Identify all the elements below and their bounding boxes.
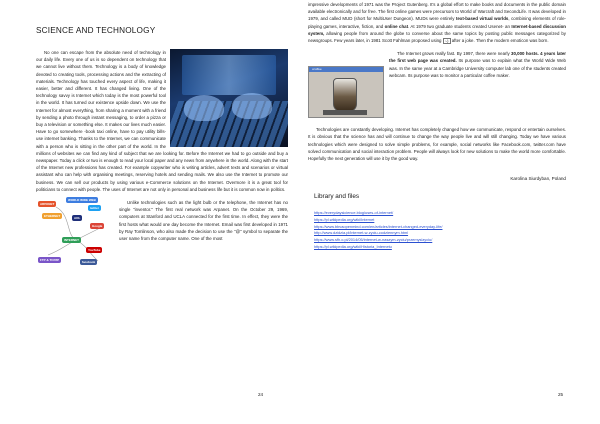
library-link[interactable]: https://www.sfh.o.pl/2014/05/internet-w-naszym-zyciu/przemyslzyciu/	[314, 237, 433, 243]
photo-screen	[182, 55, 276, 95]
diagram-node-google: Google	[92, 224, 103, 229]
library-link[interactable]: https://everydaysicience.blog/uses-of-internet/	[314, 210, 394, 216]
dev-text-2: , combining elements of role-playing games, interactive, fiction, and	[308, 16, 566, 29]
diagram-node-youtube: YouTube	[88, 248, 101, 253]
coffee-webcam-image	[308, 66, 384, 118]
photo-hand-left	[184, 95, 224, 121]
library-link[interactable]: https://pl.wikipedia.org/wiki/Historia_Internetu	[314, 243, 392, 249]
diagram-node-www: WORLD WIDE WEB	[68, 198, 96, 203]
page-number-right: 25	[558, 392, 564, 397]
diagram-node-facebook: facebook	[82, 260, 96, 265]
library-link[interactable]: http://www.dzidzia.pl/internet-w-zyciu-codziennym.html	[314, 230, 409, 236]
history-paragraph: Unlike technologies such as the light bulb or the telephone, the Internet has no single "inventor." The first real network was Arpanet. On the October 29, 1969, computers at Stanford and UCLA connected for the first time. In effect, they were the first hosts what would one day become the Internet. Email was first developed in 1971 by Ray Tomlinson, who also made the decision to use the "@" symbol to separate the user name from the computer name. One of the most	[119, 200, 288, 242]
intro-paragraph: No one can escape from the absolute need of technology in our daily life. Every one of us is so dependent on technology that we cannot live without them. Technology is a body of knowledge devoted to creating tools, processing actions and the extracting of materials. Technology has touched every aspect of life, making it easier, better and different. It has changed living. One of the technology savvy is Internet which today is the most powerful tool in the world. It has turned our existence upside down. We use the Internet for almost everything, from sharing a moment with a friend by sending a photo through instant messaging, to order a pizza or buy a television or something else. It makes our lives much easier. Have to go somewhere -book taxi online, have to pay utility bills- use internet banking. Thanks to the Internet, we can communicate with a person who is sitting in the other part of the world. In the millions of websites we can find any kind of subject that we are looking for. Before the Internet we had to go outside and buy a newspaper. Today a click or two is enough to read your local paper and any news from anywhere in the world. Along with the start of the Internet new professions has created. For example copywriter who is writing articles, advert texts and scenarios or virtual assistant who can help with organising meetings, reserving hotels and sending mails. We also use the Internet to promote our business. We can sell our products by using various e-Commerce solutions on the Internet. Overmore it is a great tool for politicians to connect with people. The uses of Internet are not only in personal and business life but it is common now in politics.	[36, 50, 288, 192]
diagram-node-arpanet: ARPANET	[40, 202, 55, 207]
library-links	[308, 210, 566, 250]
conclusion-paragraph: Technologies are constantly developing. Internet has completely changed how we communicate, respond or entertain ourselves. It is obvious that the science has and will continue to change the way people live and will still changing. Today we have various technologies which were designed to solve simple problems, for example, social networks like Facebook.com, twitter.com have solved communication and social interaction problem. People will always look for new solutions to make the world more comfortable. Hopefully the next generation will use it by the good way.	[308, 127, 566, 162]
dev-text-5: after a joke. Then the modern emoticon was born.	[450, 38, 549, 44]
library-link[interactable]: https://www.bbvaopenmind.com/en/articles/internet-changed-everyday-life/	[314, 223, 443, 229]
diagram-node-ethernet: ETHERNET	[44, 214, 61, 219]
photo-hand-right	[232, 93, 272, 119]
dev-text-4: allowing people from around the globe to converse about the same topics by posting public messages categorized by newsgroups. Few years later, in 1981 Scott Fahlman proposed using	[308, 30, 566, 44]
coffee-pot	[333, 78, 357, 112]
diagram-node-internet: INTERNET	[64, 238, 79, 243]
dev-bold-3: Internet-based discussion system,	[308, 23, 566, 36]
keyboard-hands-photo	[170, 49, 288, 147]
growth-text-1: The Internet grows really fast. By 1997, there were nearly	[397, 51, 512, 57]
diagram-node-twitter: twitter	[90, 206, 99, 211]
dev-text-1: impressive developments of 1971 was the Project Gutenberg. It's a global effort to make books and documents in the public domain available electronically and for free. The first online games were precursors to World of Warcraft and SecondLife. It was developed in 1979, and called MUD (short for MultiUser Dungeon). MUDs were entirely	[308, 2, 566, 22]
webcam-title-bar: xcoffee	[309, 67, 383, 72]
coffee-machine-base	[323, 110, 367, 115]
diagram-node-ftp: FTP & TCP/IP	[40, 258, 60, 263]
author-signature: Karolina Siurdyban, Poland	[510, 176, 566, 182]
dev-bold-2: online chat	[384, 23, 409, 29]
internet-history-diagram	[36, 195, 114, 273]
library-link[interactable]: https://pl.wikipedia.org/wiki/Internet	[314, 216, 375, 222]
page-title: SCIENCE AND TECHNOLOGY	[36, 26, 156, 35]
developments-paragraph	[308, 1, 566, 44]
dev-text-3: . At 1979 two graduate students created Usenet- an	[408, 23, 512, 29]
emoticon-smiley: :-)	[444, 38, 449, 44]
library-heading: Library and files	[314, 193, 360, 201]
growth-bold: 30,000 hosts. 4 years later the first web page was created.	[389, 51, 566, 64]
dev-bold-1: text-based virtual worlds	[455, 16, 509, 22]
right-page	[300, 0, 600, 424]
diagram-node-aol: AOL	[74, 216, 81, 221]
page-number-left: 24	[258, 392, 264, 397]
growth-text-2: Its purpose was to explain what the World Wide Web was. In the same year at a Cambridge University computer lab one of the students created webcam. Its purpose was to monitor a particular coffee maker.	[389, 58, 566, 78]
